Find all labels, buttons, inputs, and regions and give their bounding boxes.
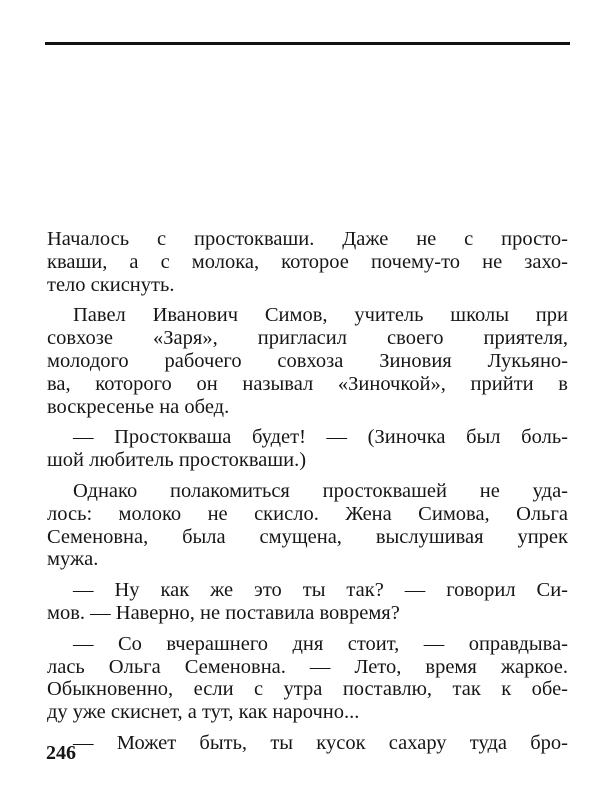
paragraph-1 — [47, 228, 568, 296]
paragraph-7 — [47, 732, 568, 755]
header-rule — [45, 42, 570, 45]
text-line: — Простокваша будет! — (Зиночка был боль- — [73, 426, 568, 449]
text-line: кваши, а с молока, которое почему-то не захо- — [47, 250, 568, 273]
text-line: Началось с простокваши. Даже не с просто- — [47, 228, 568, 250]
paragraph-4 — [47, 480, 568, 571]
text-line: Семеновна, была смущена, выслушивая упрек — [47, 525, 568, 548]
page-number: 246 — [46, 742, 76, 764]
text-line: — Со вчерашнего дня стоит, — оправдыва- — [73, 632, 568, 655]
text-line: мужа. — [47, 548, 99, 571]
text-line: лась Ольга Семеновна. — Лето, время жаркое. — [47, 655, 568, 678]
text-line: лось: молоко не скисло. Жена Симова, Ольга — [47, 502, 568, 525]
text-line: Обыкновенно, если с утра поставлю, так к обе- — [47, 678, 568, 701]
text-line: тело скиснуть. — [47, 273, 175, 296]
text-line: — Ну как же это ты так? — говорил Си- — [73, 579, 568, 602]
text-line: Павел Иванович Симов, учитель школы при — [73, 304, 568, 327]
text-line: мов. — Наверно, не поставила вовремя? — [47, 601, 400, 624]
paragraph-5 — [47, 579, 568, 625]
text-line: совхозе «Заря», пригласил своего приятеля, — [47, 327, 568, 350]
text-line: молодого рабочего совхоза Зиновия Лукьяно- — [47, 349, 568, 372]
text-line: — Может быть, ты кусок сахару туда бро- — [73, 731, 568, 754]
text-line: воскресенье на обед. — [47, 395, 230, 418]
paragraph-3 — [47, 426, 568, 472]
text-line: Однако полакомиться простоквашей не уда- — [73, 479, 568, 502]
body-text — [47, 228, 568, 763]
text-line: шой любитель простокваши.) — [47, 449, 307, 472]
text-line: ду уже скиснет, а тут, как нарочно... — [47, 701, 360, 724]
paragraph-2 — [47, 304, 568, 418]
paragraph-6 — [47, 633, 568, 724]
text-line: ва, которого он называл «Зиночкой», прийти в — [47, 372, 568, 395]
